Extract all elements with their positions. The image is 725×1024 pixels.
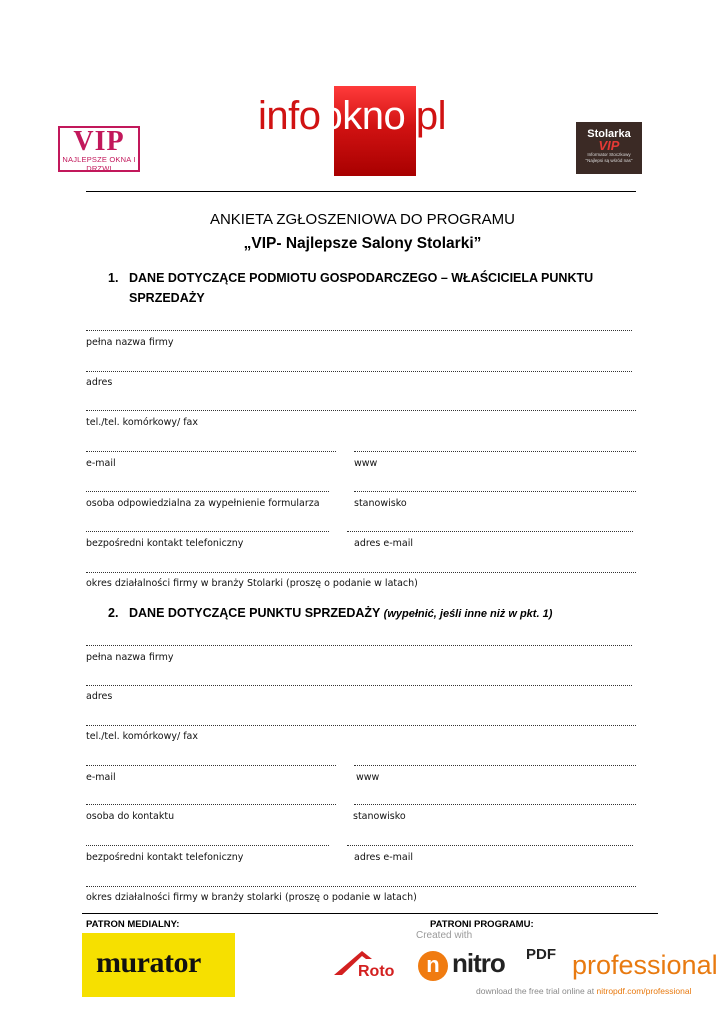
roto-text: Roto [358, 963, 395, 980]
s2-activity-period-input[interactable] [86, 886, 636, 887]
s2-direct-contact-label: bezpośredni kontakt telefoniczny [86, 852, 244, 863]
s1-contact-email-input[interactable] [347, 531, 633, 532]
s1-company-name-label: pełna nazwa firmy [86, 337, 174, 348]
section1-heading-line1: DANE DOTYCZĄCE PODMIOTU GOSPODARCZEGO – WŁAŚCICIELA PUNKTU [129, 271, 594, 285]
s2-company-name-input[interactable] [86, 645, 632, 646]
murator-logo: murator [82, 933, 235, 997]
form-title: ANKIETA ZGŁOSZENIOWA DO PROGRAMU [209, 211, 516, 228]
s2-address-input[interactable] [86, 685, 632, 686]
s2-position-input[interactable] [354, 804, 636, 805]
s2-position-label: stanowisko [353, 811, 406, 822]
s1-email-input[interactable] [86, 451, 336, 452]
s1-phone-label: tel./tel. komórkowy/ fax [86, 417, 199, 428]
s2-phone-label: tel./tel. komórkowy/ fax [86, 731, 199, 742]
header-divider [86, 191, 636, 192]
footer-divider [82, 913, 658, 914]
s1-phone-input[interactable] [86, 410, 636, 411]
s1-address-input[interactable] [86, 371, 632, 372]
professional-text: professional [572, 950, 718, 980]
s2-phone-input[interactable] [86, 725, 636, 726]
nitro-n-icon: n [418, 951, 448, 981]
s2-direct-contact-input[interactable] [86, 845, 329, 846]
s2-www-input[interactable] [354, 765, 636, 766]
s1-direct-contact-input[interactable] [86, 531, 329, 532]
s1-contact-email-label: adres e-mail [354, 538, 413, 549]
pdf-text: PDF [526, 946, 556, 963]
s1-position-label: stanowisko [354, 498, 407, 509]
section2-number: 2. [108, 606, 119, 620]
s1-www-input[interactable] [354, 451, 636, 452]
s1-activity-period-label: okres działalności firmy w branży Stolarki (proszę o podanie w latach) [86, 578, 418, 589]
s1-www-label: www [354, 458, 378, 469]
vip-logo-main: VIP [73, 126, 125, 157]
s1-position-input[interactable] [354, 491, 636, 492]
s1-company-name-input[interactable] [86, 330, 632, 331]
s1-activity-period-input[interactable] [86, 572, 636, 573]
s1-address-label: adres [86, 377, 113, 388]
media-patron-label: PATRON MEDIALNY: [86, 919, 180, 930]
s2-contact-person-input[interactable] [86, 804, 336, 805]
section2-heading: DANE DOTYCZĄCE PUNKTU SPRZEDAŻY (wypełnić, jeśli inne niż w pkt. 1) [129, 606, 553, 620]
s2-company-name-label: pełna nazwa firmy [86, 652, 174, 663]
s2-activity-period-label: okres działalności firmy w branży stolarki (proszę o podanie w latach) [86, 892, 417, 903]
nitro-created-with: Created with [416, 930, 473, 941]
roto-logo [332, 945, 414, 985]
stolarka-vip-logo: Stolarka VIP Informator Stoczkowy "Najlepsi są wśród nas" [576, 122, 642, 174]
s2-contact-email-label: adres e-mail [354, 852, 413, 863]
nitro-trial-link[interactable]: nitropdf.com/professional [596, 986, 692, 996]
s1-responsible-person-label: osoba odpowiedzialna za wypełnienie formularza [86, 498, 320, 509]
s1-responsible-person-input[interactable] [86, 491, 329, 492]
section1-heading-line2: SPRZEDAŻY [129, 291, 205, 305]
s2-address-label: adres [86, 691, 113, 702]
s2-contact-email-input[interactable] [347, 845, 633, 846]
section2-hint: (wypełnić, jeśli inne niż w pkt. 1) [383, 608, 553, 620]
infookno-logo-text: infookno.pl [258, 94, 446, 138]
s2-contact-person-label: osoba do kontaktu [86, 811, 175, 822]
vip-logo-sub: NAJLEPSZE OKNA I DRZWI [62, 155, 136, 173]
s2-email-input[interactable] [86, 765, 336, 766]
vip-logo [58, 126, 140, 172]
program-name: „VIP- Najlepsze Salony Stolarki” [243, 235, 482, 252]
infookno-logo [258, 86, 468, 176]
nitro-trial-text: download the free trial online at nitropdf.com/professional [476, 986, 692, 996]
nitro-watermark [414, 928, 725, 1000]
nitro-text: nitro [452, 948, 505, 978]
s2-www-label: www [356, 772, 380, 783]
section1-number: 1. [108, 271, 119, 285]
s1-email-label: e-mail [86, 458, 116, 469]
s2-email-label: e-mail [86, 772, 116, 783]
program-patrons-label: PATRONI PROGRAMU: [430, 919, 534, 930]
s1-direct-contact-label: bezpośredni kontakt telefoniczny [86, 538, 244, 549]
